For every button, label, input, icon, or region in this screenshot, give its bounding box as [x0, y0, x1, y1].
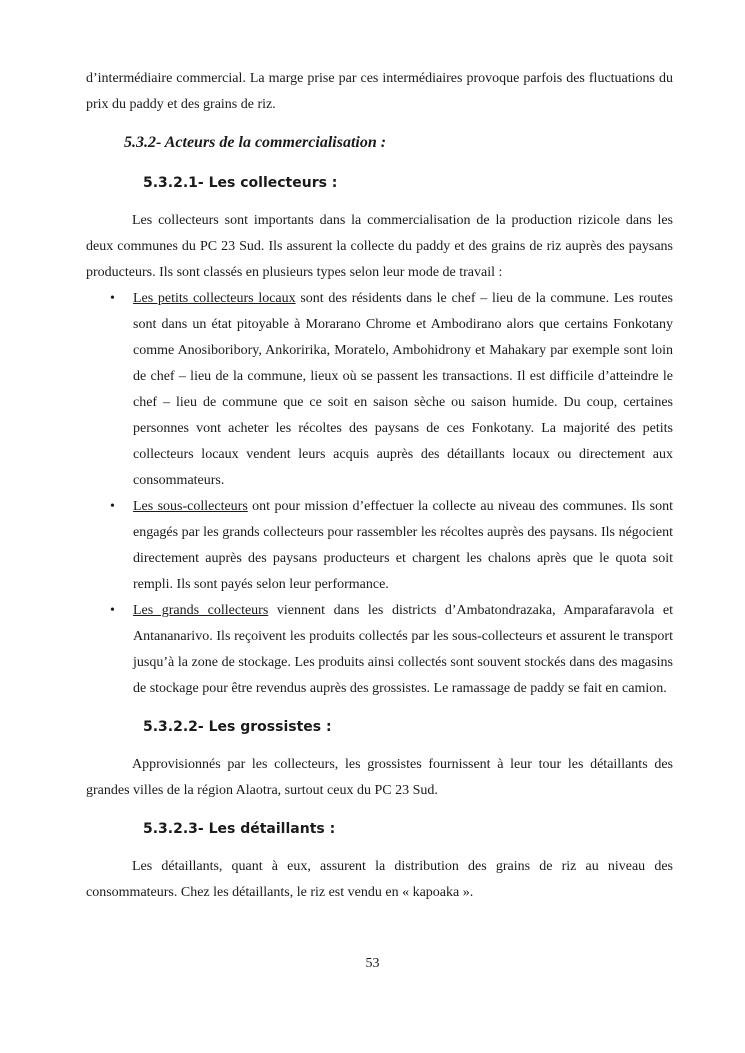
- collecteurs-paragraph: Les collecteurs sont importants dans la commercialisation de la production rizicole dans les deux communes du PC 23 Sud. Ils assurent la collecte du paddy et des grains de riz auprès des paysans producteurs. Ils sont classés en plusieurs types selon leur mode de travail :: [86, 213, 673, 280]
- bullet-icon: •: [110, 291, 115, 306]
- collecteurs-list: [86, 286, 673, 702]
- section-heading-5-3-2: 5.3.2- Acteurs de la commercialisation :: [124, 134, 387, 151]
- document-page: [86, 66, 673, 906]
- list-item-term: Les sous-collecteurs: [133, 499, 248, 514]
- list-item-term: Les grands collecteurs: [133, 603, 269, 618]
- subsection-heading-detaillants: 5.3.2.3- Les détaillants :: [143, 821, 336, 837]
- list-item-text: ont pour mission d’effectuer la collecte au niveau des communes. Ils sont engagés par les grands collecteurs pour rassembler les récoltes auprès des paysans. Ils négocient directement auprès des paysans producteurs et chargent les chalons après que le quota soit rempli. Ils sont payés selon leur performance.: [133, 499, 673, 592]
- page-number: 53: [365, 956, 380, 971]
- bullet-icon: •: [110, 499, 115, 514]
- list-item: [86, 494, 673, 598]
- grossistes-paragraph: Approvisionnés par les collecteurs, les grossistes fournissent à leur tour les détaillants des grandes villes de la région Alaotra, surtout ceux du PC 23 Sud.: [86, 757, 673, 798]
- list-item: [86, 598, 673, 702]
- detaillants-paragraph: Les détaillants, quant à eux, assurent la distribution des grains de riz au niveau des consommateurs. Chez les détaillants, le riz est vendu en « kapoaka ».: [86, 859, 673, 900]
- list-item: [86, 286, 673, 494]
- bullet-icon: •: [110, 603, 115, 618]
- subsection-heading-grossistes: 5.3.2.2- Les grossistes :: [143, 719, 332, 735]
- intro-continuation-paragraph: d’intermédiaire commercial. La marge prise par ces intermédiaires provoque parfois des fluctuations du prix du paddy et des grains de riz.: [86, 71, 673, 112]
- list-item-term: Les petits collecteurs locaux: [133, 291, 296, 306]
- list-item-text: viennent dans les districts d’Ambatondrazaka, Amparafaravola et Antananarivo. Ils reçoivent les produits collectés par les sous-collecteurs et assurent le transport jusqu’à la zone de stockage. Les produits ainsi collectés sont souvent stockés dans des magasins de stockage pour être revendus auprès des grossistes. Le ramassage de paddy se fait en camion.: [133, 603, 673, 696]
- subsection-heading-collecteurs: 5.3.2.1- Les collecteurs :: [143, 175, 338, 191]
- list-item-text: sont des résidents dans le chef – lieu de la commune. Les routes sont dans un état pitoyable à Morarano Chrome et Ambodirano alors que certains Fonkotany comme Anosiboribory, Ankoririka, Moratelo, Ambohidrony et Mahakary par exemple sont loin de chef – lieu de la commune, lieux où se passent les transactions. Il est difficile d’atteindre le chef – lieu de commune que ce soit en saison sèche ou saison humide. Du coup, certaines personnes vont acheter les récoltes des paysans de ces Fonkotany. La majorité des petits collecteurs locaux vendent leurs acquis auprès des détaillants locaux ou directement aux consommateurs.: [133, 291, 673, 488]
